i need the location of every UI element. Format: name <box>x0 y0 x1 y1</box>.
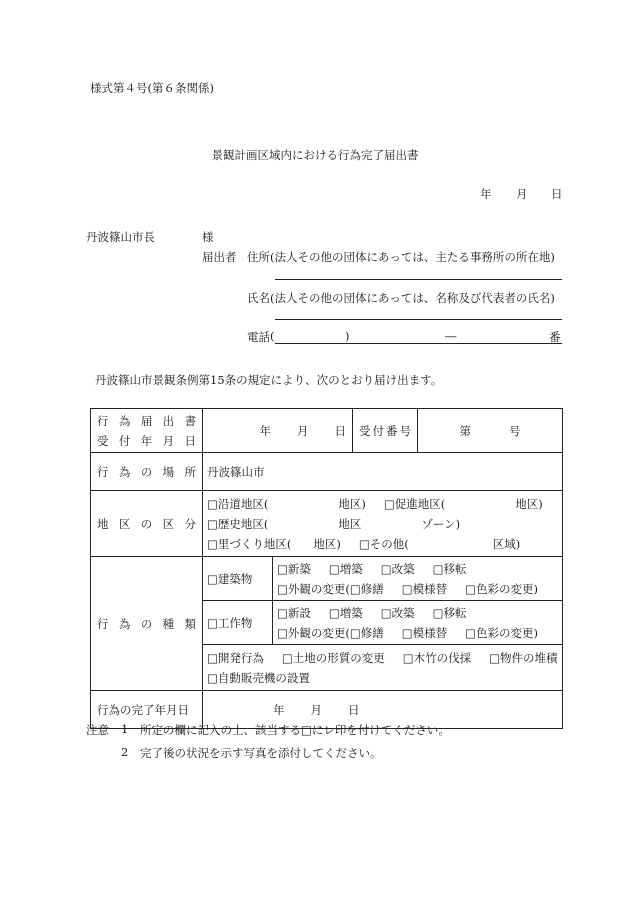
structure-option-row <box>277 603 558 623</box>
date-year-label: 年 <box>480 187 492 201</box>
received-month-label: 月 <box>297 423 309 438</box>
district-suffix: 地区) <box>515 496 543 511</box>
received-label-char: 書 <box>184 413 196 428</box>
received-label-char: 届 <box>140 413 153 428</box>
district-suffix: 地区) <box>313 536 341 551</box>
statement-text: 丹波篠山市景観条例第15条の規定により、次のとおり届け出ます。 <box>95 373 443 387</box>
place-row <box>91 453 563 491</box>
action-type-label-char: の <box>140 616 153 631</box>
received-label-char: 出 <box>162 413 175 428</box>
land-alteration-checkbox[interactable]: □土地の形質の変更 <box>281 650 385 665</box>
received-label-char: 月 <box>162 433 175 448</box>
other-area-checkbox[interactable]: □その他( <box>358 536 409 551</box>
structure-option-row <box>277 623 558 643</box>
phone-open-paren: ( <box>270 329 275 343</box>
received-date-value-cell[interactable] <box>203 409 353 453</box>
completion-day-label: 日 <box>348 702 360 717</box>
relocation-checkbox[interactable]: □移転 <box>432 605 467 620</box>
addressee-name: 丹波篠山市長 <box>86 230 155 244</box>
name-label: 氏名(法人その他の団体にあっては、名称及び代表者の氏名) <box>247 291 555 305</box>
zone-suffix: ゾーン) <box>421 516 461 531</box>
relocation-checkbox[interactable]: □移転 <box>432 561 467 576</box>
vending-machine-checkbox[interactable]: □自動販売機の設置 <box>207 670 310 685</box>
material-stockpile-checkbox[interactable]: □物件の堆積 <box>489 650 558 665</box>
received-year-label: 年 <box>259 423 271 438</box>
receipt-label-char: 番 <box>386 423 398 438</box>
date-month-label: 月 <box>516 187 528 201</box>
action-type-label-char: 類 <box>184 616 196 631</box>
phone-dash: ― <box>445 329 457 343</box>
village-district-checkbox[interactable]: □里づくり地区( <box>207 536 292 551</box>
exterior-change-repair-checkbox[interactable]: □外観の変更(□修繕 <box>277 581 384 596</box>
received-label-char: 付 <box>118 433 131 448</box>
note-number: 1 <box>121 722 129 736</box>
completion-year-label: 年 <box>273 702 285 717</box>
addressee-honorific: 様 <box>202 230 214 244</box>
other-actions-cell <box>203 645 563 691</box>
new-build-checkbox[interactable]: □新築 <box>277 561 311 576</box>
receipt-label-char: 受 <box>359 423 371 438</box>
remodel-checkbox[interactable]: □模様替 <box>401 625 448 640</box>
received-date-row <box>91 409 563 453</box>
building-option-row <box>277 559 558 579</box>
document-title: 景観計画区域内における行為完了届出書 <box>211 148 419 162</box>
extension-checkbox[interactable]: □増築 <box>328 605 363 620</box>
address-label: 住所(法人その他の団体にあっては、主たる事務所の所在地) <box>247 250 555 264</box>
structure-checkbox[interactable]: □工作物 <box>207 615 253 630</box>
place-value-cell[interactable] <box>203 453 563 491</box>
receipt-number-suffix: 号 <box>509 423 521 438</box>
building-options-cell <box>273 557 563 601</box>
other-action-row <box>207 668 558 688</box>
phone-suffix: 番 <box>549 330 561 344</box>
district-label-char: 地 <box>97 516 109 531</box>
received-label-char: 受 <box>97 433 109 448</box>
completion-month-label: 月 <box>310 702 322 717</box>
district-label-cell <box>91 491 203 557</box>
received-label-line-2 <box>97 431 196 451</box>
district-options-cell <box>203 491 563 557</box>
new-install-checkbox[interactable]: □新設 <box>277 605 311 620</box>
place-label-char: 場 <box>162 464 175 479</box>
area-suffix: 区域) <box>492 536 521 551</box>
phone-label: 電話 <box>247 330 270 344</box>
structure-label-cell <box>203 601 273 645</box>
development-checkbox[interactable]: □開発行為 <box>207 650 264 665</box>
action-type-label-cell <box>91 557 203 691</box>
action-type-label-char: 為 <box>118 616 131 631</box>
district-option-row <box>207 514 558 534</box>
note-text: 所定の欄に記入の上、該当する□にレ印を付けてください。 <box>140 723 450 737</box>
promotion-district-checkbox[interactable]: □促進地区( <box>383 496 446 511</box>
received-label-char: 行 <box>97 413 109 428</box>
district-label-char: 分 <box>184 516 196 531</box>
place-label-char: 行 <box>97 464 109 479</box>
address-field-line[interactable] <box>275 279 562 280</box>
district-suffix: 地区) <box>338 496 366 511</box>
building-row <box>91 557 563 601</box>
phone-close-paren: ) <box>345 329 350 343</box>
reconstruction-checkbox[interactable]: □改築 <box>380 561 415 576</box>
structure-options-cell <box>273 601 563 645</box>
notification-table <box>90 408 563 729</box>
action-type-label-char: 行 <box>97 616 109 631</box>
color-change-checkbox[interactable]: □色彩の変更) <box>465 581 538 596</box>
district-option-row <box>207 534 558 554</box>
other-action-row <box>207 648 558 668</box>
place-value: 丹波篠山市 <box>207 464 265 479</box>
reconstruction-checkbox[interactable]: □改築 <box>380 605 415 620</box>
phone-field-line[interactable] <box>275 343 562 344</box>
notifier-label: 届出者 <box>202 250 237 264</box>
note-number: 2 <box>121 745 129 759</box>
date-day-label: 日 <box>551 187 563 201</box>
place-label-char: の <box>140 464 153 479</box>
district-option-row <box>207 494 558 514</box>
district-suffix: 地区 <box>338 516 362 531</box>
color-change-checkbox[interactable]: □色彩の変更) <box>465 625 538 640</box>
district-label-char: 区 <box>162 516 175 531</box>
receipt-label-char: 付 <box>372 423 384 438</box>
tree-felling-checkbox[interactable]: □木竹の伐採 <box>402 650 472 665</box>
form-number: 様式第４号(第６条関係) <box>90 81 214 95</box>
place-label-cell <box>91 453 203 491</box>
received-date-label-cell <box>91 409 203 453</box>
name-field-line[interactable] <box>275 319 562 320</box>
received-label-line-1 <box>97 411 196 431</box>
remodel-checkbox[interactable]: □模様替 <box>401 581 448 596</box>
received-label-char: 年 <box>140 433 153 448</box>
roadside-district-checkbox[interactable]: □沿道地区( <box>207 496 269 511</box>
district-row <box>91 491 563 557</box>
district-label-char: 区 <box>118 516 131 531</box>
note-text: 完了後の状況を示す写真を添付してください。 <box>140 746 382 760</box>
receipt-number-prefix: 第 <box>459 423 471 438</box>
receipt-number-value-cell[interactable] <box>418 409 563 453</box>
place-label-char: 為 <box>118 464 131 479</box>
historic-district-checkbox[interactable]: □歴史地区( <box>207 516 269 531</box>
place-label-char: 所 <box>184 464 196 479</box>
received-label-char: 日 <box>184 433 196 448</box>
district-label-char: の <box>140 516 153 531</box>
action-type-label-char: 種 <box>162 616 175 631</box>
receipt-number-label-cell <box>353 409 418 453</box>
building-option-row <box>277 579 558 599</box>
received-label-char: 為 <box>118 413 131 428</box>
receipt-label-char: 号 <box>399 423 411 438</box>
exterior-change-repair-checkbox[interactable]: □外観の変更(□修繕 <box>277 625 384 640</box>
building-label-cell <box>203 557 273 601</box>
received-day-label: 日 <box>334 423 346 438</box>
extension-checkbox[interactable]: □増築 <box>328 561 363 576</box>
building-checkbox[interactable]: □建築物 <box>207 571 253 586</box>
notes-label: 注意 <box>86 723 109 737</box>
completion-date-label: 行為の完了年月日 <box>97 702 189 717</box>
